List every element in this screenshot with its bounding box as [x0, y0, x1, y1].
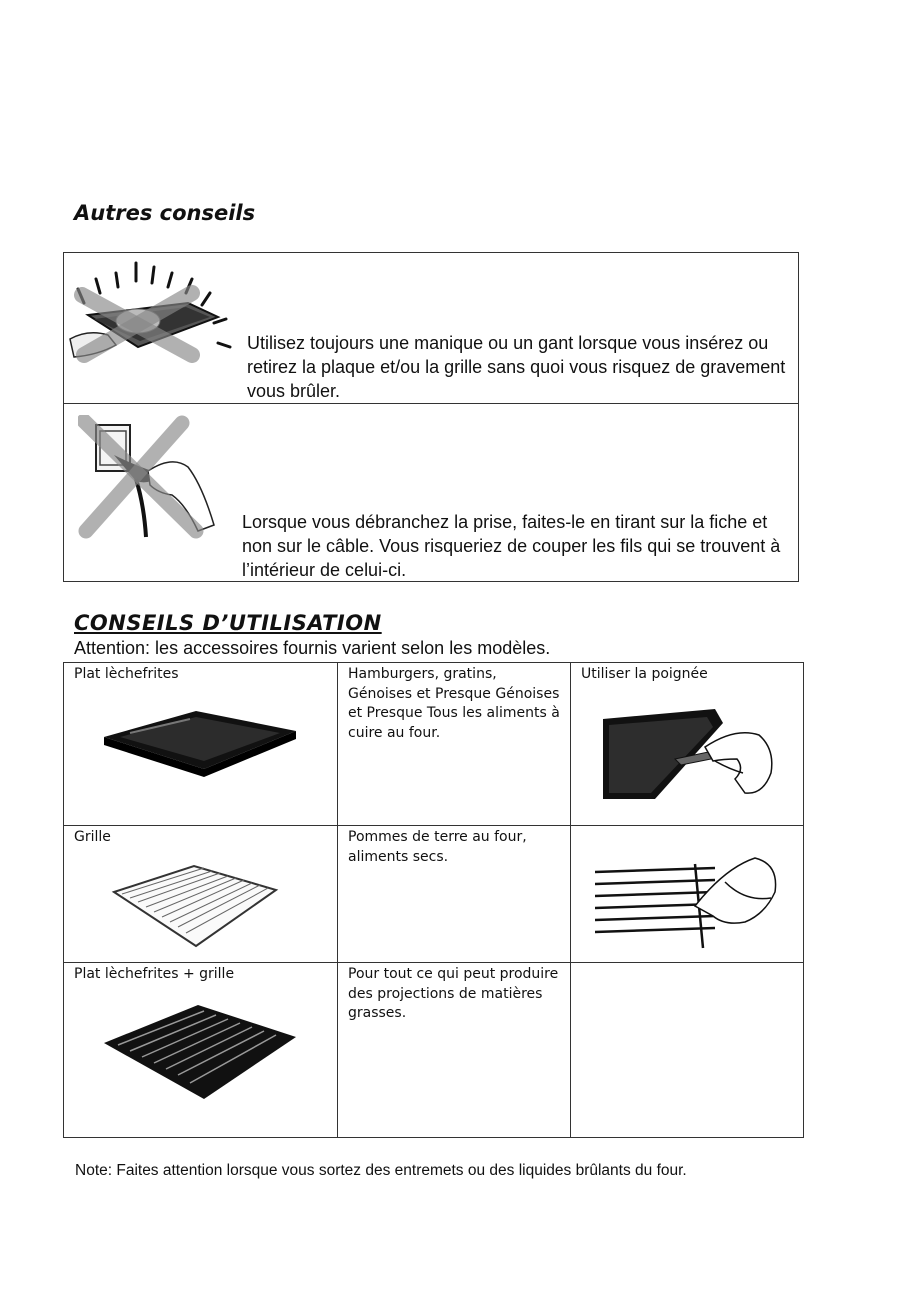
section-title-autres-conseils: Autres conseils [74, 201, 256, 225]
attention-text: Attention: les accessoires fournis varient selon les modèles. [74, 638, 551, 658]
tip-cell [571, 963, 804, 1138]
table-row [64, 963, 804, 1138]
usage-cell [338, 826, 571, 963]
tip-text: Utilisez toujours une manique ou un gant lorsque vous insérez ou retirez la plaque et/ou la grille sans quoi vous risquez de gravement vous brûler. [247, 333, 786, 401]
baking-tray-image [100, 707, 300, 777]
section-title-conseils-utilisation: CONSEILS D’UTILISATION [74, 611, 382, 635]
usage-text: Pommes de terre au four, aliments secs. [348, 829, 527, 865]
table-row [64, 663, 804, 826]
accessory-name: Plat lèchefrites + grille [74, 966, 235, 982]
note-text: Note: Faites attention lorsque vous sortez des entremets ou des liquides brûlants du four. [75, 1162, 687, 1179]
accessory-name: Grille [74, 829, 111, 845]
table-row [64, 826, 804, 963]
wire-grill-image [110, 864, 280, 949]
tip-row [64, 403, 798, 581]
tip-text: Lorsque vous débranchez la prise, faites-le en tirant sur la fiche et non sur le câble. Vous risqueriez de couper les fils qui se trouvent à l’intérieur de celui-ci. [242, 512, 781, 580]
usage-cell [338, 663, 571, 826]
usage-text: Pour tout ce qui peut produire des projections de matières grasses. [348, 966, 559, 1021]
usage-cell [338, 963, 571, 1138]
tip-cell [571, 663, 804, 826]
hot-tray-warning-icon [68, 259, 238, 369]
tip-cell [571, 826, 804, 963]
tip-row [64, 253, 798, 404]
accessory-name: Plat lèchefrites [74, 666, 179, 682]
handle-usage-image [595, 699, 785, 804]
accessories-table [63, 662, 804, 1138]
usage-text: Hamburgers, gratins, Génoises et Presque Génoises et Presque Tous les aliments à cuire au four. [348, 666, 560, 741]
accessory-cell [64, 963, 338, 1138]
accessory-cell [64, 826, 338, 963]
unplug-cable-warning-icon [78, 415, 218, 545]
tray-with-grill-image [100, 1003, 300, 1103]
accessory-cell [64, 663, 338, 826]
grill-handle-usage-image [595, 852, 785, 952]
tips-box [63, 252, 799, 582]
tip-label: Utiliser la poignée [581, 666, 708, 682]
